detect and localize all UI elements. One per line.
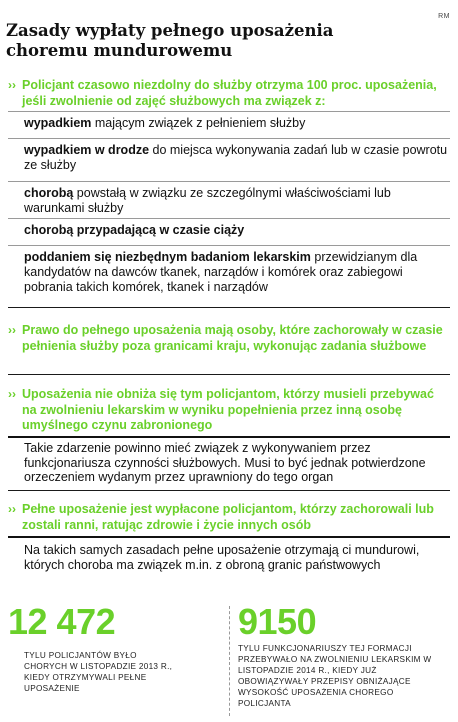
intro-section: [8, 78, 450, 109]
item-bold: chorobą przypadającą w czasie ciąży: [24, 223, 245, 237]
item-text: mającym związek z pełnieniem służby: [91, 116, 306, 130]
item-bold: wypadkiem: [24, 116, 92, 130]
stat-value: 12 472: [8, 601, 116, 642]
divider: [8, 181, 450, 182]
chevron-right-icon: ››: [8, 78, 16, 92]
section-rescue-text: Pełne uposażenie jest wypłacone policjantom, którzy zachorowali lub zostali ranni, ratując zdrowie i życie innych osób: [22, 502, 434, 532]
section-crime: [8, 387, 450, 434]
list-item: [8, 250, 450, 295]
divider: [8, 436, 450, 438]
section-rescue-note: Na takich samych zasadach pełne uposażenie otrzymają ci mundurowi, których choroba ma związek m.in. z obroną granic państwowych: [24, 543, 420, 572]
page-title: Zasady wypłaty pełnego uposażenia choremu mundurowemu: [6, 21, 334, 60]
section-abroad: [8, 323, 450, 354]
stat-caption: TYLU POLICJANTÓW BYŁO CHORYCH W LISTOPADZIE 2013 R., KIEDY OTRZYMYWALI PEŁNE UPOSAŻENIE: [24, 651, 173, 693]
item-text: do miejsca wykonywania zadań lub w czasie powrotu ze służby: [24, 143, 448, 172]
chevron-right-icon: ››: [8, 502, 16, 516]
chevron-right-icon: ››: [8, 323, 16, 337]
item-text: przewidzianym dla kandydatów na dawców tkanek, narządów i komórek oraz zabiegowi pobrania takich komórek, tkanek i narządów: [24, 250, 418, 294]
divider: [8, 374, 450, 375]
list-item: [8, 186, 450, 216]
divider: [8, 218, 450, 219]
section-rescue: [8, 502, 450, 533]
list-item: [8, 116, 450, 131]
section-crime-text: Uposażenia nie obniża się tym policjantom, którzy musieli przebywać na zwolnieniu lekarskim w wyniku popełnienia przez inną osobę umyślnego czynu zabronionego: [22, 387, 434, 432]
item-bold: poddaniem się niezbędnym badaniom lekarskim: [24, 250, 311, 264]
item-bold: chorobą: [24, 186, 74, 200]
brand-mark: RM: [438, 13, 450, 20]
section-abroad-text: Prawo do pełnego uposażenia mają osoby, które zachorowały w czasie pełnienia służby poza granicami kraju, wykonując zadania służbowe: [22, 323, 443, 353]
divider: [8, 536, 450, 538]
stat-value: 9150: [238, 601, 317, 642]
list-item: [8, 223, 450, 238]
chevron-right-icon: ››: [8, 387, 16, 401]
divider: [229, 606, 231, 716]
item-bold: wypadkiem w drodze: [24, 143, 150, 157]
list-item: [8, 143, 450, 173]
item-text: powstałą w związku ze szczególnymi właściwościami lub warunkami służby: [24, 186, 391, 215]
divider: [8, 490, 450, 491]
divider: [8, 245, 450, 246]
divider: [8, 111, 450, 112]
section-crime-note: Takie zdarzenie powinno mieć związek z wykonywaniem przez funkcjonariusza czynności służbowych. Musi to być jednak potwierdzone orzeczeniem wydanym przez uprawniony do tego organ: [24, 441, 426, 484]
divider: [8, 307, 450, 308]
stat-caption: TYLU FUNKCJONARIUSZY TEJ FORMACJI PRZEBYWAŁO NA ZWOLNIENIU LEKARSKIM W LISTOPADZIE 2014 R., KIEDY JUŻ OBOWIĄZYWAŁY PRZEPISY OBNIŻAJĄCE WYSOKOŚĆ UPOSAŻENIA CHOREGO POLICJANTA: [238, 644, 432, 708]
intro-text: Policjant czasowo niezdolny do służby otrzyma 100 proc. uposażenia, jeśli zwolnienie od zajęć służbowych ma związek z:: [22, 78, 437, 108]
divider: [8, 138, 450, 139]
